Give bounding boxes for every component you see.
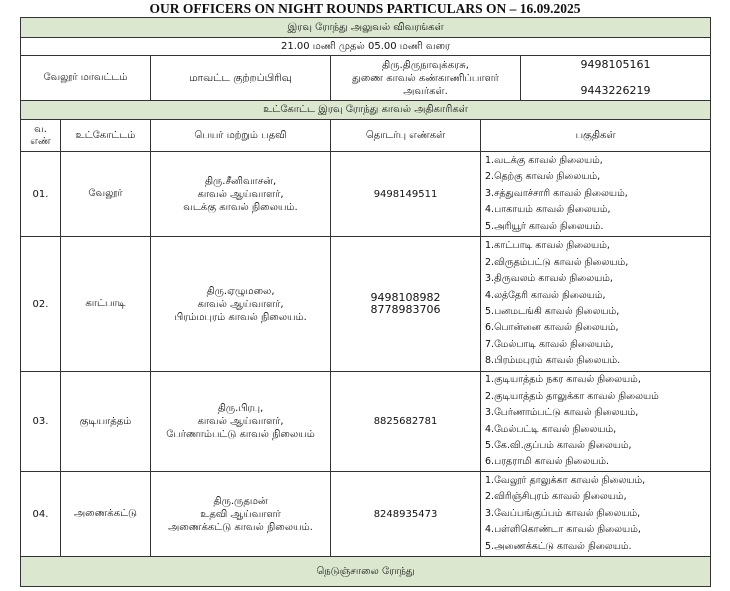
phone-line: 8778983706	[370, 303, 441, 316]
page-title: OUR OFFICERS ON NIGHT ROUNDS PARTICULARS ON – 16.09.2025	[149, 1, 581, 16]
area-item: 2.விரிஞ்சிபுரம் காவல் நிலையம்,	[485, 491, 627, 503]
row-sno: 02.	[21, 237, 61, 372]
area-item: 2.குடியாத்தம் தாலுக்கா காவல் நிலையம்	[485, 390, 659, 402]
subdivision-heading: உட்கோட்ட இரவு ரோந்து காவல் அதிகாரிகள்	[21, 101, 711, 120]
area-item: 5.பனமடங்கி காவல் நிலையம்,	[485, 306, 620, 317]
area-item: 4.பாகாயம் காவல் நிலையம்,	[485, 204, 611, 216]
district-officer	[331, 56, 521, 101]
row-subdivision: காட்பாடி	[61, 237, 151, 372]
area-item: 2.தெற்கு காவல் நிலையம்,	[485, 171, 601, 183]
table-row	[21, 472, 711, 557]
row-areas	[481, 152, 711, 237]
area-item: 3.சத்துவாச்சாரி காவல் நிலையம்,	[485, 187, 628, 199]
area-item: 1.வடக்கு காவல் நிலையம்,	[485, 154, 603, 166]
officer-line: காவல் ஆய்வாளர்,	[197, 298, 284, 310]
area-item: 4.பள்ளிகொண்டா காவல் நிலையம்,	[485, 524, 641, 536]
officer-line: காவல் ஆய்வாளர்,	[197, 416, 284, 427]
row-officer	[151, 237, 331, 372]
col-header-sno-line: எண்	[30, 135, 51, 147]
officer-line: அணைக்கட்டு காவல் நிலையம்.	[168, 521, 313, 533]
night-rounds-details-banner: இரவு ரோந்து அலுவல் விவரங்கள்	[21, 18, 711, 38]
col-header-sno-line: வ.	[34, 123, 47, 135]
area-item: 3.பேர்ணாம்பட்டு காவல் நிலையம்,	[485, 407, 639, 419]
timing-row: 21.00 மணி முதல் 05.00 மணி வரை	[21, 38, 711, 56]
area-item: 2.விருதம்பட்டு காவல் நிலையம்,	[485, 256, 629, 268]
officer-line: திரு.ருதமன்	[213, 495, 268, 507]
area-item: 3.வேப்பங்குப்பம் காவல் நிலையம்,	[485, 507, 641, 519]
row-phone	[331, 237, 481, 372]
row-subdivision: வேலூர்	[61, 152, 151, 237]
officer-line: பிரம்மபுரம் காவல் நிலையம்.	[174, 311, 307, 323]
row-officer	[151, 372, 331, 472]
area-item: 5.கே.வி.குப்பம் காவல் நிலையம்,	[485, 439, 632, 451]
area-item: 5.அரியூர் காவல் நிலையம்.	[485, 220, 604, 232]
table-row	[21, 237, 711, 372]
col-header-contact: தொடர்பு எண்கள்	[331, 120, 481, 152]
row-phone: 9498149511	[331, 152, 481, 237]
table-row	[21, 152, 711, 237]
row-sno: 01.	[21, 152, 61, 237]
highway-patrol-banner: நெடுஞ்சாலை ரோந்து	[21, 557, 711, 587]
officer-line: உதவி ஆய்வாளர்	[200, 508, 281, 520]
col-header-areas: பகுதிகள்	[481, 120, 711, 152]
row-areas	[481, 237, 711, 372]
area-item: 3.திருவலம் காவல் நிலையம்,	[485, 273, 613, 285]
area-item: 4.மேல்பட்டி காவல் நிலையம்,	[485, 423, 617, 435]
district-phone: 9498105161	[580, 58, 651, 71]
table-row	[21, 372, 711, 472]
area-item: 4.லத்தேரி காவல் நிலையம்,	[485, 289, 606, 301]
officer-line: திரு.பிரபு,	[217, 403, 264, 414]
row-officer	[151, 152, 331, 237]
district-officer-line: அவர்கள்.	[403, 85, 448, 97]
officer-line: திரு.சீனிவாசன்,	[204, 175, 277, 187]
area-item: 8.பிரம்மபுரம் காவல் நிலையம்.	[485, 355, 621, 367]
district-phones	[521, 56, 711, 101]
district-officer-line: துணை காவல் கண்காணிப்பாளர்	[352, 72, 499, 84]
area-item: 1.வேலூர் தாலுக்கா காவல் நிலையம்,	[485, 474, 646, 486]
area-item: 5.அணைக்கட்டு காவல் நிலையம்.	[485, 540, 632, 552]
row-officer	[151, 472, 331, 557]
row-phone: 8248935473	[331, 472, 481, 557]
row-subdivision: அணைக்கட்டு	[61, 472, 151, 557]
row-sno: 03.	[21, 372, 61, 472]
officer-line: பேர்ணாம்பட்டு காவல் நிலையம்	[166, 429, 315, 440]
col-header-sno	[21, 120, 61, 152]
district-label: வேலூர் மாவட்டம்	[21, 56, 151, 101]
row-phone: 8825682781	[331, 372, 481, 472]
col-header-name-designation: பெயர் மற்றும் பதவி	[151, 120, 331, 152]
area-item: 6.பொன்னை காவல் நிலையம்,	[485, 322, 619, 334]
officer-line: வடக்கு காவல் நிலையம்.	[183, 201, 298, 213]
area-item: 6.பரதராமி காவல் நிலையம்.	[485, 456, 610, 468]
phone-line: 9498108982	[370, 291, 441, 304]
area-item: 7.மேல்பாடி காவல் நிலையம்,	[485, 338, 614, 350]
officer-line: காவல் ஆய்வாளர்,	[197, 188, 284, 200]
area-item: 1.குடியாத்தம் நகர காவல் நிலையம்,	[485, 374, 641, 386]
row-areas	[481, 472, 711, 557]
row-sno: 04.	[21, 472, 61, 557]
district-unit: மாவட்ட குற்றப்பிரிவு	[151, 56, 331, 101]
area-item: 1.காட்பாடி காவல் நிலையம்,	[485, 240, 610, 252]
row-subdivision: குடியாத்தம்	[61, 372, 151, 472]
night-rounds-table	[20, 17, 711, 587]
col-header-subdivision: உட்கோட்டம்	[61, 120, 151, 152]
officer-line: திரு.ஏழுமலை,	[206, 285, 275, 297]
district-officer-line: திரு.திருநாவுக்கரசு,	[382, 59, 469, 71]
district-phone: 9443226219	[580, 84, 651, 97]
row-areas	[481, 372, 711, 472]
